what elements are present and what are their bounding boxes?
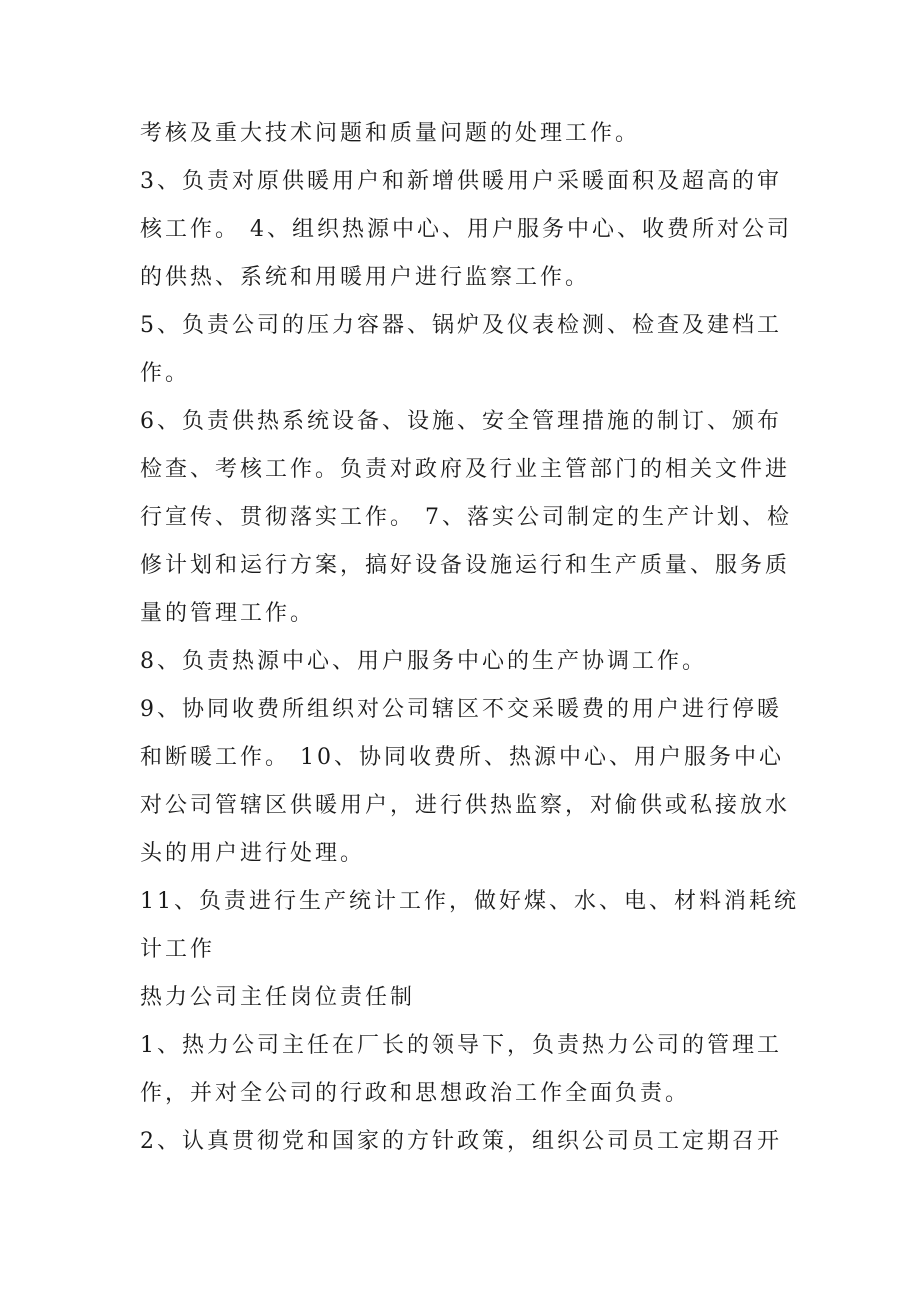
text-line: 修计划和运行方案，搞好设备设施运行和生产质量、服务质 [140,553,791,578]
text-line: 量的管理工作。 [140,601,316,626]
text-line: 对公司管辖区供暖用户，进行供热监察，对偷供或私接放水 [140,793,791,818]
text-line: 的供热、系统和用暖用户进行监察工作。 [140,265,591,290]
section-heading: 热力公司主任岗位责任制 [140,985,416,1010]
text-line: 检查、考核工作。负责对政府及行业主管部门的相关文件进 [140,457,791,482]
text-line: 考核及重大技术问题和质量问题的处理工作。 [140,121,641,146]
text-line: 11、负责进行生产统计工作，做好煤、水、电、材料消耗统 [140,889,799,914]
text-line: 8、负责热源中心、用户服务中心的生产协调工作。 [140,649,707,674]
text-line: 6、负责供热系统设备、设施、安全管理措施的制订、颁布 [140,409,782,434]
text-line: 2、认真贯彻党和国家的方针政策，组织公司员工定期召开 [140,1129,782,1154]
text-line: 头的用户进行处理。 [140,841,366,866]
text-line: 9、协同收费所组织对公司辖区不交采暖费的用户进行停暖 [140,697,782,722]
text-line: 计工作 [140,937,216,962]
text-line: 核工作。 4、组织热源中心、用户服务中心、收费所对公司 [140,217,792,242]
text-line: 和断暖工作。 10、协同收费所、热源中心、用户服务中心 [140,745,784,770]
text-line: 作，并对全公司的行政和思想政治工作全面负责。 [140,1081,691,1106]
text-line: 5、负责公司的压力容器、锅炉及仪表检测、检查及建档工 [140,313,782,338]
text-line: 作。 [140,361,191,386]
document-body [140,110,799,1166]
text-line: 行宣传、贯彻落实工作。 7、落实公司制定的生产计划、检 [140,505,792,530]
text-line: 1、热力公司主任在厂长的领导下，负责热力公司的管理工 [140,1033,782,1058]
text-line: 3、负责对原供暖用户和新增供暖用户采暖面积及超高的审 [140,169,782,194]
